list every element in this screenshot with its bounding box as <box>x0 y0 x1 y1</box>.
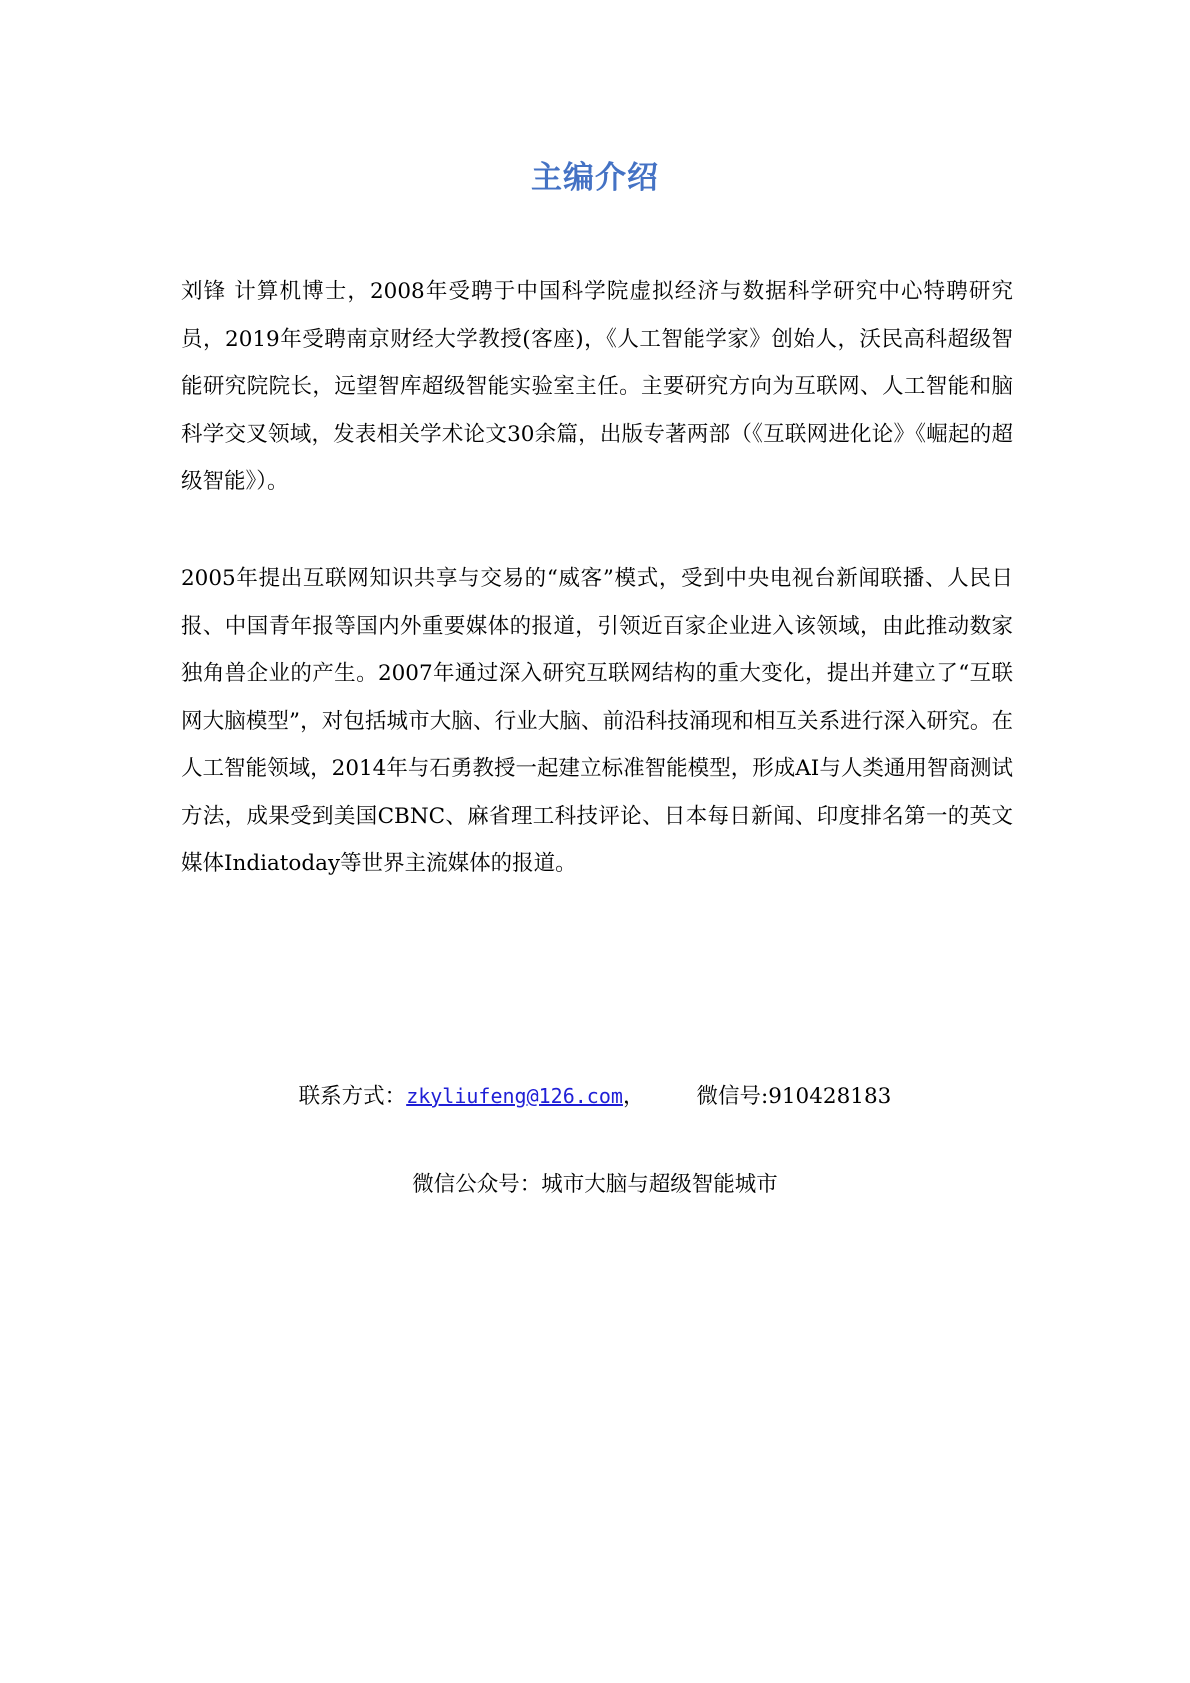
page-title: 主编介绍 <box>531 160 659 196</box>
contact-line <box>0 1081 1190 1112</box>
bio-paragraph: 刘锋 计算机博士，2008年受聘于中国科学院虚拟经济与数据科学研究中心特聘研究员，2019年受聘南京财经大学教授(客座)，《人工智能学家》创始人，沃民高科超级智能研究院院长，远望智库超级智能实验室主任。主要研究方向为互联网、人工智能和脑科学交叉领域，发表相关学术论文30余篇，出版专著两部（《互联网进化论》《崛起的超级智能》）。 <box>181 279 1013 494</box>
email-link[interactable]: zkyliufeng@126.com <box>406 1084 623 1108</box>
contact-label: 联系方式： <box>298 1084 407 1109</box>
achievements-paragraph: 2005年提出互联网知识共享与交易的“威客”模式，受到中央电视台新闻联播、人民日报、中国青年报等国内外重要媒体的报道，引领近百家企业进入该领域，由此推动数家独角兽企业的产生。2007年通过深入研究互联网结构的重大变化，提出并建立了“互联网大脑模型”，对包括城市大脑、行业大脑、前沿科技涌现和相互关系进行深入研究。在人工智能领域，2014年与石勇教授一起建立标准智能模型，形成AI与人类通用智商测试方法，成果受到美国CBNC、麻省理工科技评论、日本每日新闻、印度排名第一的英文媒体Indiatoday等世界主流媒体的报道。 <box>181 566 1013 876</box>
contact-separator: ， <box>622 1084 645 1109</box>
official-account-line: 微信公众号：城市大脑与超级智能城市 <box>412 1172 778 1197</box>
wechat-id: 微信号:910428183 <box>696 1084 892 1109</box>
